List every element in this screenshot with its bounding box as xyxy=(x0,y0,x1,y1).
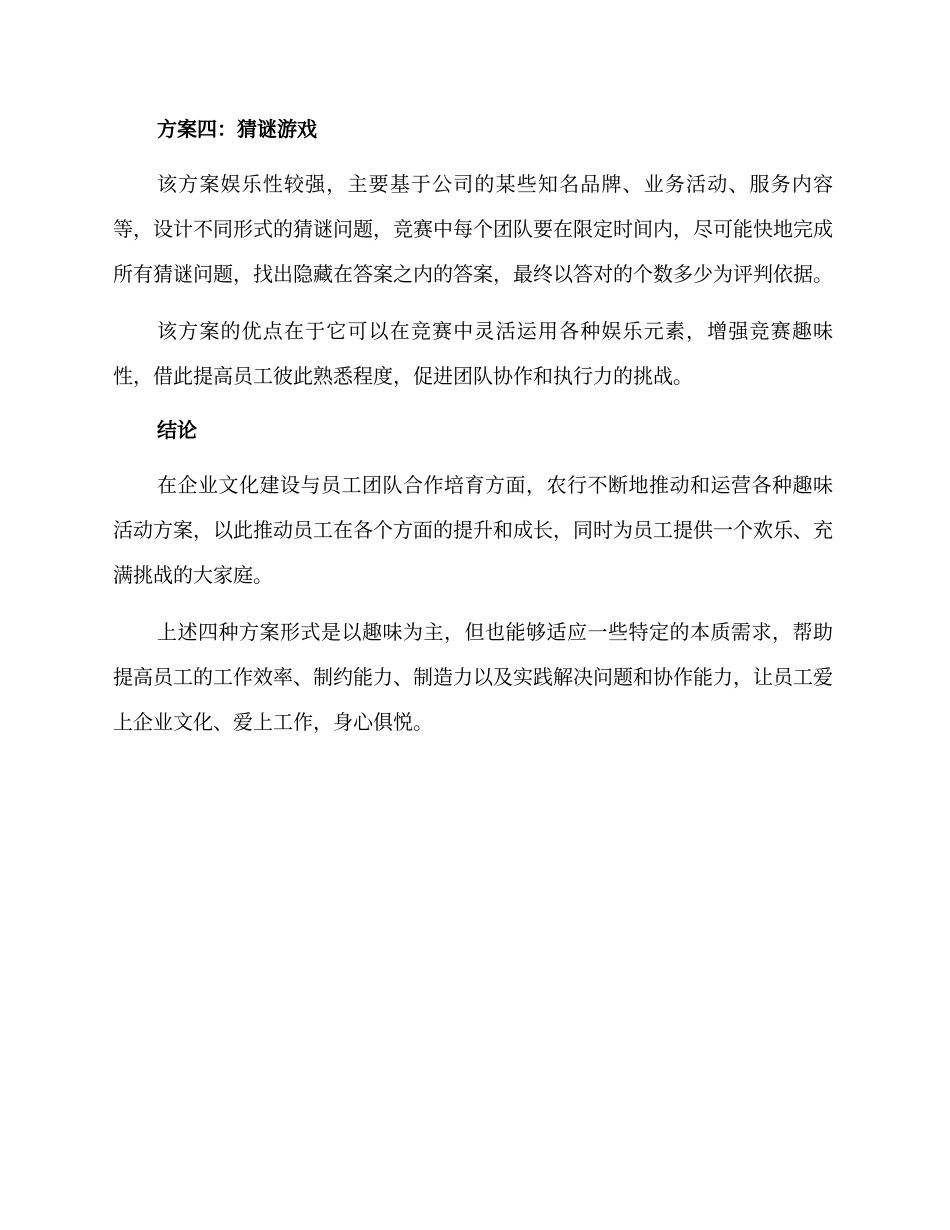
paragraph-conclusion-summary: 上述四种方案形式是以趣味为主，但也能够适应一些特定的本质需求，帮助提高员工的工作效率、制约能力、制造力以及实践解决问题和协作能力，让员工爱上企业文化、爱上工作，身心俱悦。 xyxy=(113,620,833,734)
document-page xyxy=(113,110,833,757)
paragraph-plan-four-description: 该方案娱乐性较强，主要基于公司的某些知名品牌、业务活动、服务内容等，设计不同形式的猜谜问题，竞赛中每个团队要在限定时间内，尽可能快地完成所有猜谜问题，找出隐藏在答案之内的答案，最终以答对的个数多少为评判依据。 xyxy=(113,172,833,286)
paragraph-conclusion-culture: 在企业文化建设与员工团队合作培育方面，农行不断地推动和运营各种趣味活动方案，以此推动员工在各个方面的提升和成长，同时为员工提供一个欢乐、充满挑战的大家庭。 xyxy=(113,473,833,587)
section-heading-conclusion: 结论 xyxy=(157,418,197,442)
paragraph-plan-four-advantages: 该方案的优点在于它可以在竞赛中灵活运用各种娱乐元素，增强竞赛趣味性，借此提高员工彼此熟悉程度，促进团队协作和执行力的挑战。 xyxy=(113,319,833,388)
section-heading-plan-four: 方案四：猜谜游戏 xyxy=(157,117,317,141)
